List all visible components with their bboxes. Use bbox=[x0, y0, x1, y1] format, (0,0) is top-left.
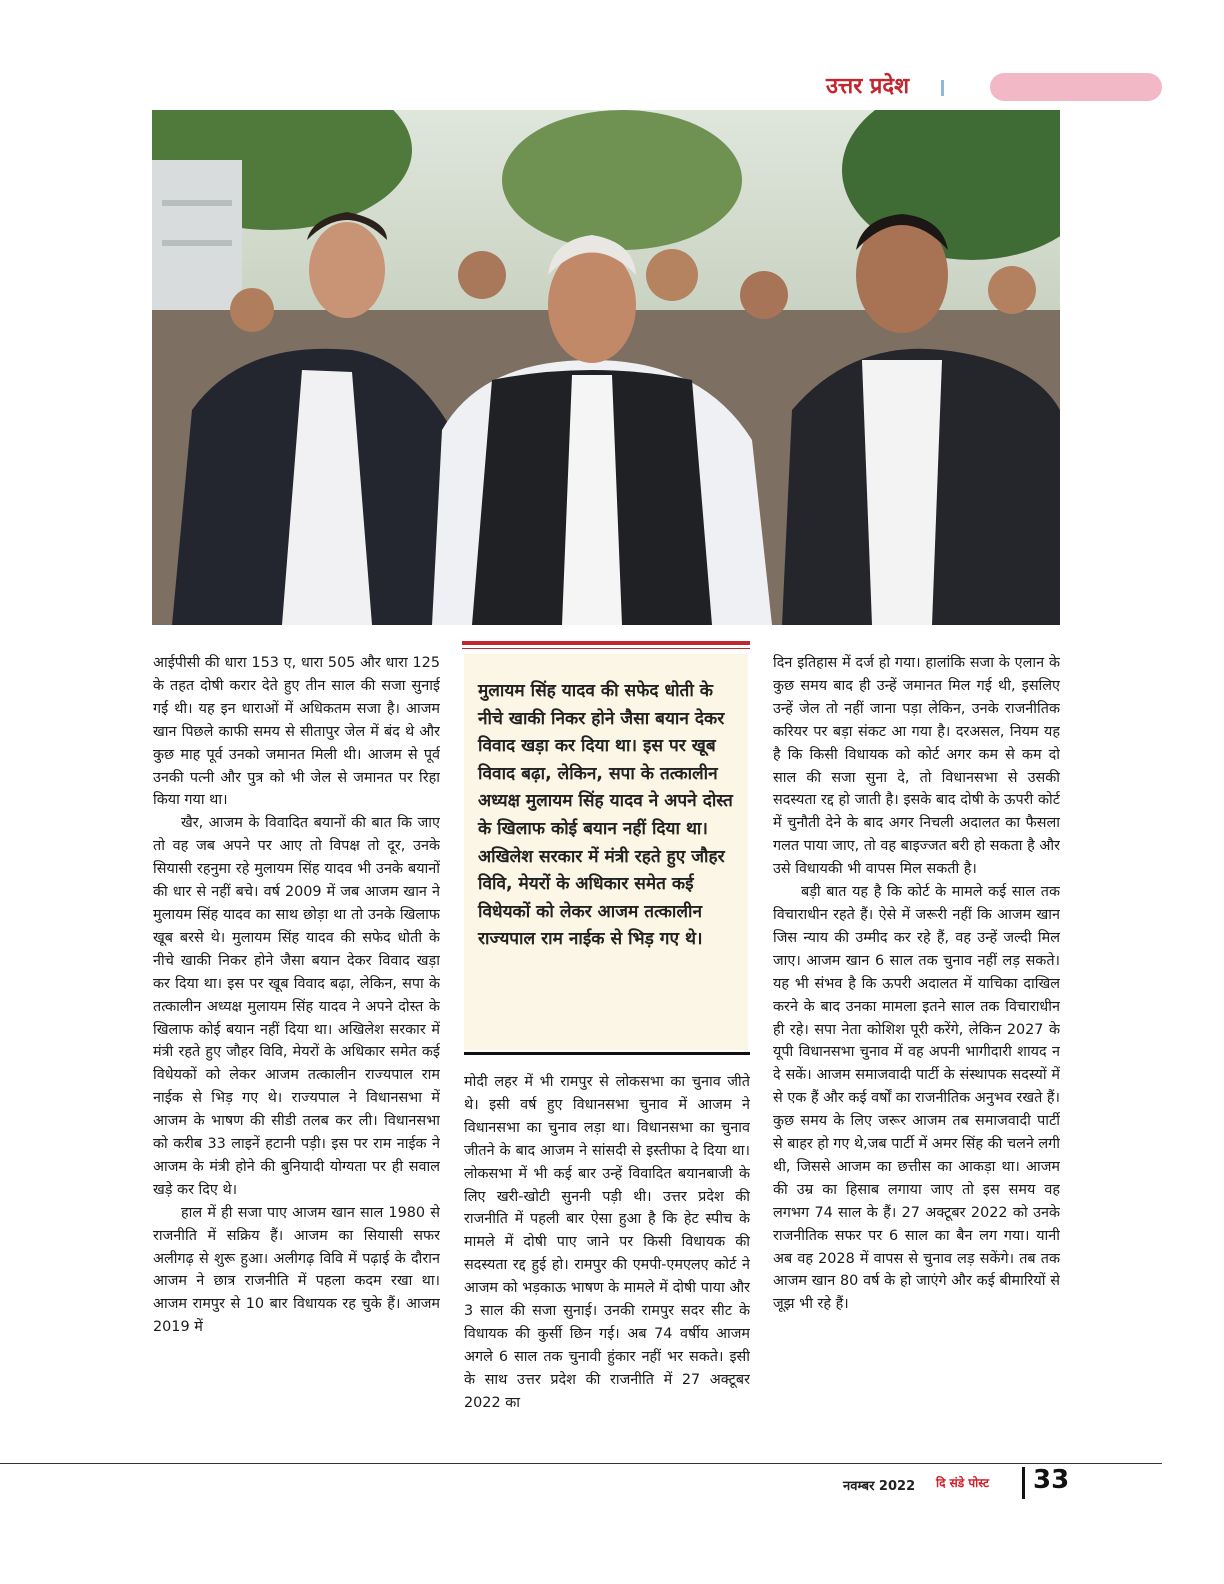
news-photo bbox=[152, 110, 1060, 625]
footer-date: नवम्बर 2022 bbox=[843, 1479, 916, 1494]
pullquote-text: मुलायम सिंह यादव की सफेद धोती के नीचे खाकी निकर होने जैसा बयान देकर विवाद खड़ा कर दिया था। इस पर खूब विवाद बढ़ा, लेकिन, सपा के तत्कालीन अध्यक्ष मुलायम सिंह यादव ने अपने दोस्त के खिलाफ कोई बयान नहीं दिया था। अखिलेश सरकार में मंत्री रहते हुए जौहर विवि, मेयरों के अधिकार समेत कई विधेयकों को लेकर आजम तत्कालीन राज्यपाल राम नाईक से भिड़ गए थे। bbox=[478, 681, 733, 950]
article-column-2 bbox=[464, 1071, 750, 1446]
article-column-3 bbox=[773, 652, 1060, 1446]
article-column-1 bbox=[153, 652, 440, 1444]
footer-brand-logo: दि संडे पोस्ट bbox=[936, 1476, 990, 1490]
paragraph: खैर, आजम के विवादित बयानों की बात कि जाए तो वह जब अपने पर आए तो विपक्ष तो दूर, उनके सियासी रहनुमा रहे मुलायम सिंह यादव भी उनके बयानों की धार से नहीं बचे। वर्ष 2009 में जब आजम खान ने मुलायम सिंह यादव का साथ छोड़ा था तो उनके खिलाफ खूब बरसे थे। मुलायम सिंह यादव की सफेद धोती के नीचे खाकी निकर होने जैसा बयान देकर विवाद खड़ा कर दिया था। इस पर खूब विवाद बढ़ा, लेकिन, सपा के तत्कालीन अध्यक्ष मुलायम सिंह यादव ने अपने दोस्त के खिलाफ कोई बयान नहीं दिया था। अखिलेश सरकार में मंत्री रहते हुए जौहर विवि, मेयरों के अधिकार समेत कई विधेयकों को लेकर आजम तत्कालीन राज्यपाल राम नाईक से भिड़ गए थे। राज्यपाल ने विधानसभा में आजम के भाषण की सीडी तलब कर ली। विधानसभा को करीब 33 लाइनें हटानी पड़ी। इस पर राम नाईक ने आजम के मंत्री होने की बुनियादी योग्यता पर ही सवाल खड़े कर दिए थे। bbox=[153, 815, 440, 1198]
paragraph: हाल में ही सजा पाए आजम खान साल 1980 से राजनीति में सक्रिय हैं। आजम का सियासी सफर अलीगढ़ से शुरू हुआ। अलीगढ़ विवि में पढ़ाई के दौरान आजम ने छात्र राजनीति में पहला कदम रखा था। आजम रामपुर से 10 बार विधायक रह चुके हैं। आजम 2019 में bbox=[153, 1204, 440, 1336]
section-pill bbox=[990, 73, 1162, 101]
pullquote-rule-thin bbox=[462, 648, 750, 649]
footer-separator bbox=[1022, 1467, 1025, 1499]
pullquote-rule-bottom bbox=[464, 1052, 750, 1055]
paragraph: दिन इतिहास में दर्ज हो गया। हालांकि सजा के एलान के कुछ समय बाद ही उन्हें जमानत मिल गई थी, इसलिए उन्हें जेल तो नहीं जाना पड़ा लेकिन, उनके राजनीतिक करियर पर बड़ा संकट आ गया है। दरअसल, नियम यह है कि किसी विधायक को कोर्ट अगर कम से कम दो साल की सजा सुना दे, तो विधानसभा से उसकी सदस्यता रद्द हो जाती है। इसके बाद दोषी के ऊपरी कोर्ट में चुनौती देने के बाद अगर निचली अदालत का फैसला गलत पाया जाए, तो वह बाइज्जत बरी हो सकता है और उसे विधायकी भी वापस मिल सकती है। bbox=[773, 655, 1060, 878]
section-title: उत्तर प्रदेश bbox=[826, 74, 910, 99]
photo-icon bbox=[152, 110, 1060, 625]
footer-rule bbox=[0, 1463, 1162, 1464]
page-number: 33 bbox=[1033, 1465, 1070, 1495]
section-divider bbox=[941, 80, 944, 96]
paragraph: आईपीसी की धारा 153 ए, धारा 505 और धारा 125 के तहत दोषी करार देते हुए तीन साल की सजा सुनाई गई थी। यह इन धाराओं में अधिकतम सजा है। आजम खान पिछले काफी समय से सीतापुर जेल में बंद थे और कुछ माह पूर्व उनको जमानत मिली थी। आजम से पूर्व उनकी पत्नी और पुत्र को भी जेल से जमानत पर रिहा किया गया था। bbox=[153, 655, 440, 809]
paragraph: बड़ी बात यह है कि कोर्ट के मामले कई साल तक विचाराधीन रहते हैं। ऐसे में जरूरी नहीं कि आजम खान जिस न्याय की उम्मीद कर रहे हैं, वह उन्हें जल्दी मिल जाए। आजम खान 6 साल तक चुनाव नहीं लड़ सकते। यह भी संभव है कि ऊपरी अदालत में याचिका दाखिल करने के बाद उनका मामला इतने साल तक विचाराधीन ही रहे। सपा नेता कोशिश पूरी करेंगे, लेकिन 2027 के यूपी विधानसभा चुनाव में वह अपनी भागीदारी शायद न दे सकें। आजम समाजवादी पार्टी के संस्थापक सदस्यों में से एक हैं और कई वर्षों का राजनीतिक अनुभव रखते हैं। कुछ समय के लिए जरूर आजम तब समाजवादी पार्टी से बाहर हो गए थे,जब पार्टी में अमर सिंह की चलने लगी थी, जिससे आजम का छत्तीस का आकड़ा था। आजम की उम्र का हिसाब लगाया जाए तो इस समय वह लगभग 74 साल के हैं। 27 अक्टूबर 2022 को उनके राजनीतिक सफर पर 6 साल का बैन लग गया। यानी अब वह 2028 में वापस से चुनाव लड़ सकेंगे। तब तक आजम खान 80 वर्ष के हो जाएंगे और कई बीमारियों से जूझ भी रहे हैं। bbox=[773, 884, 1060, 1313]
paragraph: मोदी लहर में भी रामपुर से लोकसभा का चुनाव जीते थे। इसी वर्ष हुए विधानसभा चुनाव में आजम ने विधानसभा का चुनाव लड़ा था। विधानसभा का चुनाव जीतने के बाद आजम ने सांसदी से इस्तीफा दे दिया था। लोकसभा में भी कई बार उन्हें विवादित बयानबाजी के लिए खरी-खोटी सुननी पड़ी थी। उत्तर प्रदेश की राजनीति में पहली बार ऐसा हुआ है कि हेट स्पीच के मामले में दोषी पाए जाने पर किसी विधायक की सदस्यता रद्द हुई हो। रामपुर की एमपी-एमएलए कोर्ट ने आजम को भड़काऊ भाषण के मामले में दोषी पाया और 3 साल की सजा सुनाई। उनकी रामपुर सदर सीट के विधायक की कुर्सी छिन गई। अब 74 वर्षीय आजम अगले 6 साल तक चुनावी हुंकार नहीं भर सकते। इसी के साथ उत्तर प्रदेश की राजनीति में 27 अक्टूबर 2022 का bbox=[464, 1074, 750, 1411]
pullquote-rule-top bbox=[462, 641, 750, 645]
